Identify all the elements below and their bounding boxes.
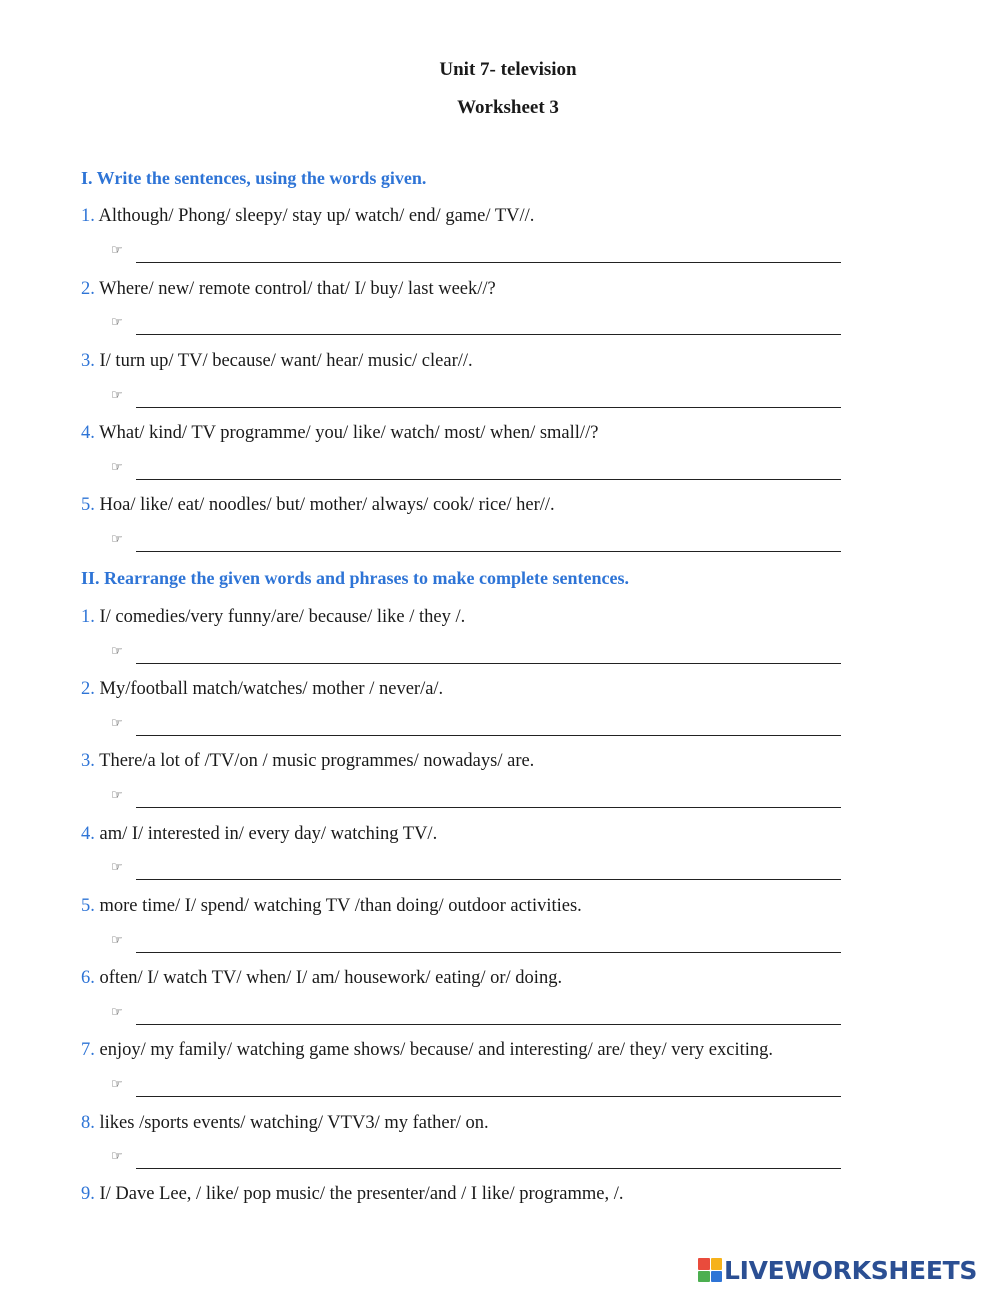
pointing-hand-icon: ☞	[111, 1077, 123, 1092]
s2-question-5	[81, 896, 582, 917]
s2-question-6	[81, 968, 562, 989]
s1-question-2	[81, 279, 496, 300]
s2-question-8	[81, 1113, 489, 1134]
s1-answer-3[interactable]	[111, 388, 841, 408]
answer-line[interactable]	[136, 551, 841, 552]
logo-block	[698, 1271, 710, 1283]
pointing-hand-icon: ☞	[111, 532, 123, 547]
s1-answer-1[interactable]	[111, 243, 841, 263]
pointing-hand-icon: ☞	[111, 860, 123, 875]
s2-answer-3[interactable]	[111, 788, 841, 808]
answer-line[interactable]	[136, 1168, 841, 1169]
s2-question-9	[81, 1184, 624, 1205]
pointing-hand-icon: ☞	[111, 716, 123, 731]
s2-question-3	[81, 751, 534, 772]
s2-question-1	[81, 607, 465, 628]
question-number: 3.	[81, 351, 95, 371]
answer-line[interactable]	[136, 479, 841, 480]
logo-block	[698, 1258, 710, 1270]
question-number: 1.	[81, 607, 95, 627]
question-number: 5.	[81, 495, 95, 515]
s1-question-3	[81, 351, 473, 372]
s2-question-2	[81, 679, 443, 700]
s1-question-4	[81, 423, 598, 444]
s1-answer-4[interactable]	[111, 460, 841, 480]
question-text: Hoa/ like/ eat/ noodles/ but/ mother/ always/ cook/ rice/ her//.	[99, 495, 555, 515]
logo-blocks-icon	[698, 1258, 722, 1282]
worksheet-title: Unit 7- television	[439, 59, 577, 80]
question-number: 2.	[81, 679, 95, 699]
question-text: am/ I/ interested in/ every day/ watching TV/.	[99, 824, 438, 844]
section-2-heading: II. Rearrange the given words and phrases to make complete sentences.	[81, 568, 629, 588]
answer-line[interactable]	[136, 807, 841, 808]
answer-line[interactable]	[136, 663, 841, 664]
question-text: What/ kind/ TV programme/ you/ like/ watch/ most/ when/ small//?	[99, 423, 599, 443]
question-number: 6.	[81, 968, 95, 988]
s2-answer-6[interactable]	[111, 1005, 841, 1025]
question-number: 9.	[81, 1184, 95, 1204]
question-text: often/ I/ watch TV/ when/ I/ am/ housework/ eating/ or/ doing.	[99, 968, 563, 988]
s2-answer-2[interactable]	[111, 716, 841, 736]
question-text: There/a lot of /TV/on / music programmes/ nowadays/ are.	[99, 751, 535, 771]
answer-line[interactable]	[136, 1024, 841, 1025]
liveworksheets-logo[interactable]	[698, 1257, 977, 1283]
pointing-hand-icon: ☞	[111, 1005, 123, 1020]
logo-text: LIVEWORKSHEETS	[724, 1255, 978, 1285]
s2-answer-8[interactable]	[111, 1149, 841, 1169]
answer-line[interactable]	[136, 1096, 841, 1097]
s2-answer-5[interactable]	[111, 933, 841, 953]
pointing-hand-icon: ☞	[111, 243, 123, 258]
question-text: more time/ I/ spend/ watching TV /than doing/ outdoor activities.	[99, 896, 582, 916]
question-text: I/ comedies/very funny/are/ because/ like / they /.	[99, 607, 466, 627]
s1-answer-2[interactable]	[111, 315, 841, 335]
question-number: 8.	[81, 1113, 95, 1133]
pointing-hand-icon: ☞	[111, 644, 123, 659]
question-number: 2.	[81, 279, 95, 299]
pointing-hand-icon: ☞	[111, 388, 123, 403]
question-text: I/ turn up/ TV/ because/ want/ hear/ music/ clear//.	[99, 351, 473, 371]
question-text: I/ Dave Lee, / like/ pop music/ the presenter/and / I like/ programme, /.	[99, 1184, 624, 1204]
s2-answer-4[interactable]	[111, 860, 841, 880]
answer-line[interactable]	[136, 952, 841, 953]
pointing-hand-icon: ☞	[111, 788, 123, 803]
s1-question-5	[81, 495, 555, 516]
section-1-heading: I. Write the sentences, using the words given.	[81, 168, 427, 188]
question-text: Although/ Phong/ sleepy/ stay up/ watch/ end/ game/ TV//.	[98, 206, 535, 226]
logo-block	[711, 1271, 723, 1283]
answer-line[interactable]	[136, 262, 841, 263]
logo-block	[711, 1258, 723, 1270]
worksheet-subtitle: Worksheet 3	[457, 97, 559, 118]
s2-answer-7[interactable]	[111, 1077, 841, 1097]
s2-question-7	[81, 1040, 773, 1061]
question-text: Where/ new/ remote control/ that/ I/ buy/ last week//?	[99, 279, 496, 299]
answer-line[interactable]	[136, 735, 841, 736]
answer-line[interactable]	[136, 879, 841, 880]
pointing-hand-icon: ☞	[111, 933, 123, 948]
s2-answer-1[interactable]	[111, 644, 841, 664]
answer-line[interactable]	[136, 334, 841, 335]
s2-question-4	[81, 824, 437, 845]
question-number: 7.	[81, 1040, 95, 1060]
question-number: 5.	[81, 896, 95, 916]
s1-question-1	[81, 206, 534, 227]
question-text: likes /sports events/ watching/ VTV3/ my father/ on.	[99, 1113, 489, 1133]
answer-line[interactable]	[136, 407, 841, 408]
question-text: My/football match/watches/ mother / never/a/.	[99, 679, 444, 699]
pointing-hand-icon: ☞	[111, 315, 123, 330]
pointing-hand-icon: ☞	[111, 1149, 123, 1164]
question-text: enjoy/ my family/ watching game shows/ because/ and interesting/ are/ they/ very exciting.	[99, 1040, 774, 1060]
question-number: 1.	[81, 206, 95, 226]
question-number: 4.	[81, 824, 95, 844]
question-number: 4.	[81, 423, 95, 443]
question-number: 3.	[81, 751, 95, 771]
s1-answer-5[interactable]	[111, 532, 841, 552]
pointing-hand-icon: ☞	[111, 460, 123, 475]
